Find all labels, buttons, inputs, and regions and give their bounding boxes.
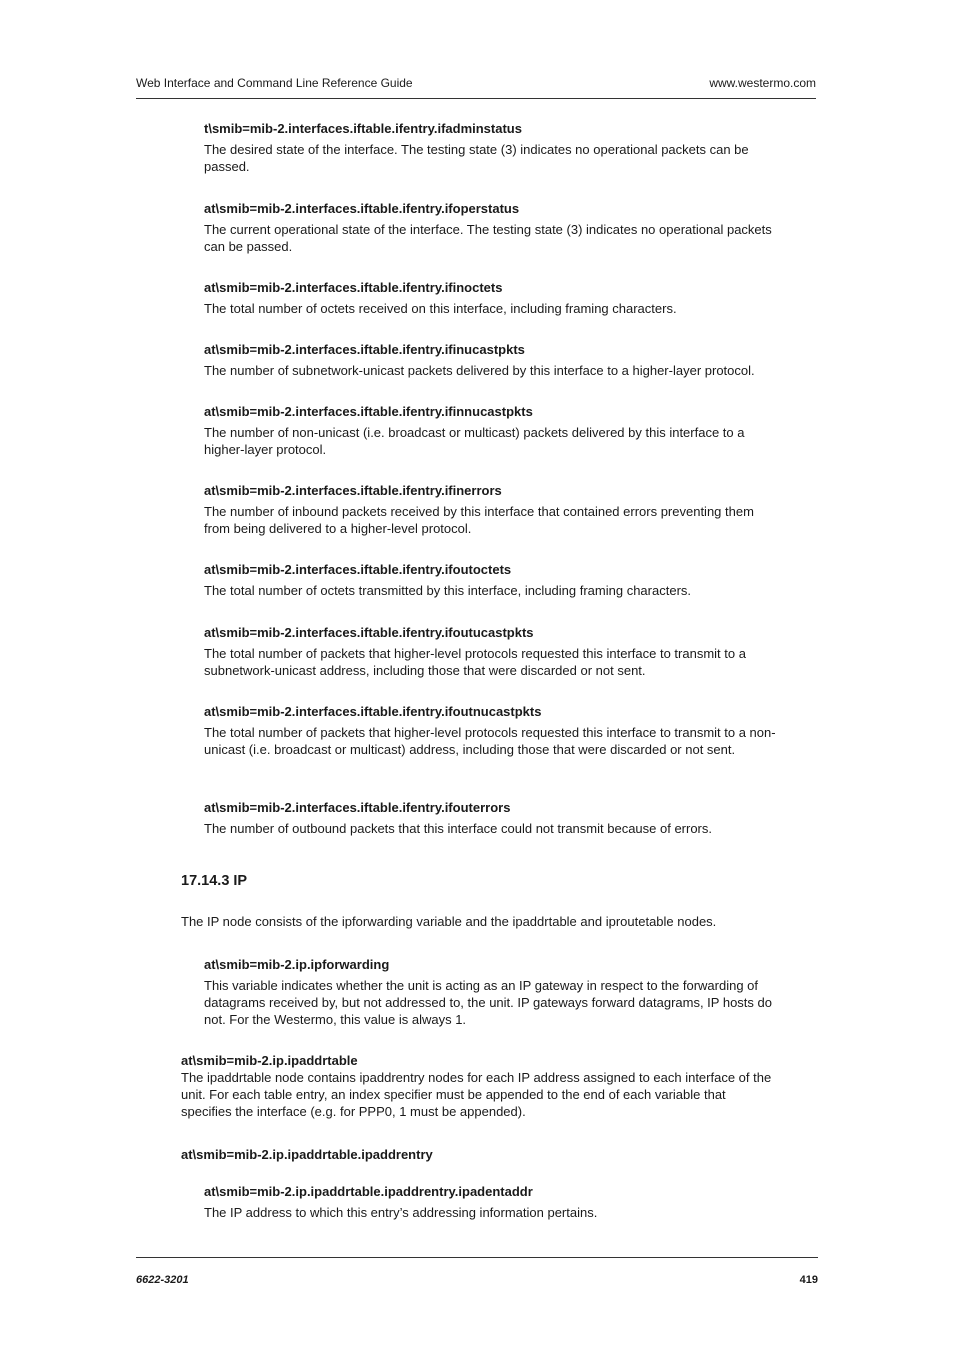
entry-term: at\smib=mib-2.interfaces.iftable.ifentry.ifinerrors (204, 483, 502, 498)
definition-entry (204, 799, 776, 837)
definition-entry (204, 956, 776, 1028)
entry-description: This variable indicates whether the unit is acting as an IP gateway in respect to the forwarding of datagrams received by, but not addressed to, the unit. IP gateways forward datagrams, IP hosts do not. For the Westermo, this value is always 1. (204, 978, 772, 1027)
definition-entry (204, 279, 776, 317)
entry-description: The number of non-unicast (i.e. broadcast or multicast) packets delivered by this interface to a higher-layer protocol. (204, 425, 745, 457)
block-description: The ipaddrtable node contains ipaddrentry nodes for each IP address assigned to each interface of the unit. For each table entry, an index specifier must be appended to the end of each variable that specifies the interface (e.g. for PPP0, 1 must be appended). (181, 1070, 772, 1119)
page-number: 419 (799, 1274, 818, 1286)
entry-description: The total number of packets that higher-level protocols requested this interface to transmit to a non-unicast (i.e. broadcast or multicast) address, including those that were discarded or not sent. (204, 725, 776, 757)
page-footer (136, 1257, 818, 1286)
entry-description: The number of subnetwork-unicast packets delivered by this interface to a higher-layer protocol. (204, 363, 755, 378)
block-term: at\smib=mib-2.ip.ipaddrtable (181, 1053, 358, 1068)
section-intro: The IP node consists of the ipforwarding variable and the ipaddrtable and iproutetable nodes. (181, 914, 717, 929)
definition-entry (204, 624, 776, 679)
entry-term: at\smib=mib-2.interfaces.iftable.ifentry.ifoutnucastpkts (204, 704, 542, 719)
block-term: at\smib=mib-2.ip.ipaddrtable.ipaddrentry (181, 1147, 433, 1162)
definition-entry (204, 120, 776, 175)
section-heading: 17.14.3 IP (181, 873, 248, 889)
entry-term: t\smib=mib-2.interfaces.iftable.ifentry.ifadminstatus (204, 121, 522, 136)
entry-description: The total number of packets that higher-level protocols requested this interface to transmit to a subnetwork-unicast address, including those that were discarded or not sent. (204, 646, 746, 678)
entry-term: at\smib=mib-2.ip.ipforwarding (204, 957, 390, 972)
definition-entry (204, 403, 776, 458)
entry-term: at\smib=mib-2.interfaces.iftable.ifentry.ifouterrors (204, 800, 511, 815)
entry-term: at\smib=mib-2.interfaces.iftable.ifentry.ifinnucastpkts (204, 404, 533, 419)
definition-entry (204, 561, 776, 599)
document-title: Web Interface and Command Line Reference Guide (136, 76, 413, 90)
definition-entry (204, 1183, 776, 1221)
entry-description: The IP address to which this entry’s addressing information pertains. (204, 1205, 598, 1220)
entry-description: The number of outbound packets that this interface could not transmit because of errors. (204, 821, 713, 836)
definition-entry (204, 341, 776, 379)
entry-term: at\smib=mib-2.interfaces.iftable.ifentry.ifinucastpkts (204, 342, 525, 357)
definition-block (181, 1052, 776, 1120)
document-number: 6622-3201 (136, 1274, 189, 1286)
entry-description: The number of inbound packets received by this interface that contained errors preventing them from being delivered to a higher-level protocol. (204, 504, 754, 536)
definition-entry (204, 482, 776, 537)
entry-description: The total number of octets transmitted by this interface, including framing characters. (204, 583, 692, 598)
definition-block (181, 1146, 776, 1163)
entry-term: at\smib=mib-2.interfaces.iftable.ifentry.ifinoctets (204, 280, 503, 295)
entry-term: at\smib=mib-2.ip.ipaddrtable.ipaddrentry.ipadentaddr (204, 1184, 533, 1199)
entry-term: at\smib=mib-2.interfaces.iftable.ifentry.ifoperstatus (204, 201, 520, 216)
entry-term: at\smib=mib-2.interfaces.iftable.ifentry.ifoutoctets (204, 562, 512, 577)
entry-description: The total number of octets received on this interface, including framing characters. (204, 301, 677, 316)
entry-description: The current operational state of the interface. The testing state (3) indicates no operational packets can be passed. (204, 222, 772, 254)
definition-entry (204, 703, 776, 758)
page-header (136, 76, 816, 99)
entry-description: The desired state of the interface. The testing state (3) indicates no operational packets can be passed. (204, 142, 749, 174)
website-link[interactable]: www.westermo.com (709, 76, 816, 90)
definition-entry (204, 200, 776, 255)
entry-term: at\smib=mib-2.interfaces.iftable.ifentry.ifoutucastpkts (204, 625, 534, 640)
